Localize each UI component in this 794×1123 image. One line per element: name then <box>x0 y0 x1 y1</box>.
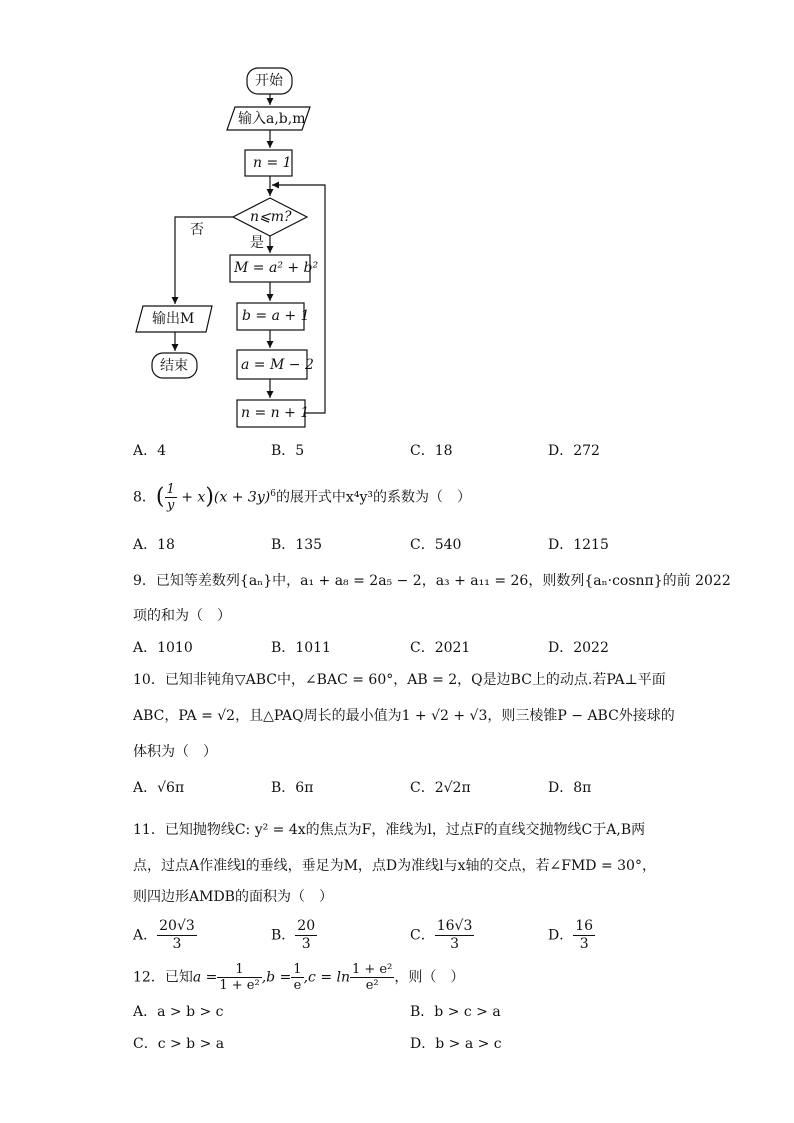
q9-option-a: A．1010 <box>133 640 193 656</box>
q11-option-a: A． $\frac{20√3}{3}$ <box>133 918 195 952</box>
q9-line1: 9．已知等差数列{aₙ}中，a₁ + a₈ = 2a₅ − 2，a₃ + a₁₁ = 26，则数列{aₙ·cosnπ}的前 2022 <box>133 573 731 589</box>
q11-option-c: C． $\frac{16√3}{3}$ <box>410 918 473 952</box>
step4-label: n = n + 1 <box>241 405 310 421</box>
q10-option-d: D．8π <box>548 780 592 796</box>
q8-stem: 8．( $\frac{1}{y}$ + $x)(x + 3y)^6$的展开式中x⁴y³的系数为（ ） <box>133 482 471 513</box>
step2-label: b = a + 1 <box>242 308 310 324</box>
step1-label: M = a² + b² <box>234 260 319 276</box>
q11-option-d: D． $\frac{16}{3}$ <box>548 918 594 952</box>
q9-option-b: B．1011 <box>271 640 331 656</box>
q9-option-d: D．2022 <box>548 640 609 656</box>
q12-prefix: 12．已知 <box>133 969 193 986</box>
q12-suffix: ，则（ ） <box>394 969 465 986</box>
start-label: 开始 <box>255 73 283 89</box>
q11-option-d-fraction: $\frac{16}{3}$ <box>575 918 594 952</box>
q12-option-d: D．b > a > c <box>410 1036 502 1052</box>
q8-text: 的展开式中x⁴y³的系数为（ ） <box>275 489 471 506</box>
q12-stem: 12．已知a = $\frac{1}{\text{1 + e²}}$ ,b = $\frac{1}{e}$ ,c = ln $\frac{\text{1 + e²}}{\text{e²}}$ ，则（ ） <box>133 962 465 993</box>
init-label: n = 1 <box>253 155 292 171</box>
q7-option-a: A．4 <box>133 443 167 459</box>
q9-line2: 项的和为（ ） <box>133 608 231 624</box>
q7-option-b: B．5 <box>271 443 305 459</box>
input-label: 输入a,b,m <box>238 111 306 127</box>
q8-option-b: B．135 <box>271 537 323 553</box>
yes-label: 是 <box>250 235 264 251</box>
q11-line1: 11．已知抛物线C: y² = 4x的焦点为F，准线为l，过点F的直线交抛物线C于A,B两 <box>133 822 646 838</box>
decision-label: n⩽m? <box>250 209 292 225</box>
q10-option-a: A．√6π <box>133 780 185 796</box>
q12-a-fraction: $\frac{1}{\text{1 + e²}}$ <box>219 962 260 993</box>
q11-option-b-fraction: $\frac{20}{3}$ <box>297 918 316 952</box>
q11-option-b: B． $\frac{20}{3}$ <box>271 918 316 952</box>
q11-option-c-fraction: $\frac{16√3}{3}$ <box>436 918 473 952</box>
q11-option-a-fraction: $\frac{20√3}{3}$ <box>159 918 195 952</box>
q12-option-a: A．a > b > c <box>133 1004 224 1020</box>
q9-option-c: C．2021 <box>410 640 471 656</box>
q7-option-c: C．18 <box>410 443 453 459</box>
q8-fraction: $\frac{1}{y}$ <box>166 482 175 513</box>
q12-c-fraction: $\frac{\text{1 + e²}}{\text{e²}}$ <box>352 962 393 993</box>
q11-line2: 点，过点A作准线l的垂线，垂足为M，点D为准线l与x轴的交点，若∠FMD = 30°， <box>133 858 656 874</box>
q8-option-d: D．1215 <box>548 537 609 553</box>
flowchart <box>120 60 360 435</box>
q8-binomial: (x + 3y) <box>213 489 271 506</box>
q10-line2: ABC，PA = √2，且△PAQ周长的最小值为1 + √2 + √3，则三棱锥P − ABC外接球的 <box>133 708 675 724</box>
q10-line1: 10．已知非钝角▽ABC中，∠BAC = 60°，AB = 2，Q是边BC上的动点.若PA⊥平面 <box>133 672 666 688</box>
q10-line3: 体积为（ ） <box>133 744 217 760</box>
q8-number: 8． <box>133 489 156 506</box>
output-label: 输出M <box>152 311 195 327</box>
q12-option-b: B．b > c > a <box>410 1004 501 1020</box>
q8-option-c: C．540 <box>410 537 462 553</box>
q12-b-fraction: $\frac{1}{e}$ <box>293 962 302 993</box>
q12-option-c: C．c > b > a <box>133 1036 225 1052</box>
q10-option-b: B．6π <box>271 780 314 796</box>
step3-label: a = M − 2 <box>241 357 314 373</box>
no-label: 否 <box>190 222 204 238</box>
end-label: 结束 <box>160 358 188 374</box>
q7-option-d: D．272 <box>548 443 600 459</box>
q8-exponent: 6 <box>270 488 276 499</box>
q10-option-c: C．2√2π <box>410 780 471 796</box>
q8-option-a: A．18 <box>133 537 175 553</box>
q11-line3: 则四边形AMDB的面积为（ ） <box>133 889 333 905</box>
